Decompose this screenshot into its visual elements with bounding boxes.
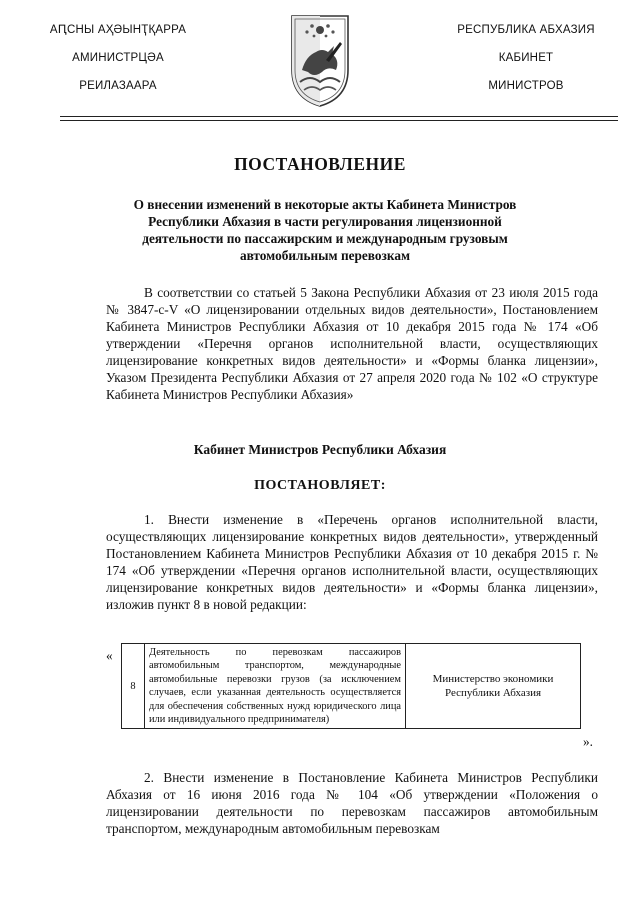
header-abkhaz-title [18,22,218,106]
item-2-paragraph: 2. Внести изменение в Постановление Кабинета Министров Республики Абхазия от 16 июня 2016 года № 104 «Об утверждении «Положения о лицензировании деятельности по перевозкам пассажиров автомобильным транспортом, международным автомобильным перевозкам [106,770,598,836]
header-russian-title [426,22,626,106]
header-left-line-3: РЕИЛАЗААРА [79,80,157,92]
item-1-paragraph: 1. Внести изменение в «Перечень органов исполнительной власти, осуществляющих лицензирование конкретных видов деятельности», утвержденный Постановлением Кабинета Министров Республики Абхазия от 10 декабря 2015 г. № 174 «Об утверждении «Перечня органов исполнительной власти, осуществляющих лицензирование конкретных видов деятельности» и «Формы бланка лицензии», изложив пункт 8 в новой редакции: [106,512,598,612]
header-right-line-2: КАБИНЕТ [498,52,554,64]
resolves-label: ПОСТАНОВЛЯЕТ: [254,478,386,493]
preamble-paragraph: В соответствии со статьей 5 Закона Республики Абхазия от 23 июля 2015 года № 3847-с-V «О лицензировании отдельных видов деятельности», Постановлением Кабинета Министров Республики Абхазия от 10 декабря 2015 года № 174 «Об утверждении «Перечня органов исполнительной власти, осуществляющих лицензирование конкретных видов деятельности» и «Формы бланка лицензии», Указом Президента Республики Абхазия от 27 апреля 2020 года № 102 «О структуре Кабинета Министров Республики Абхазия» [106,285,598,402]
header-right-line-3: МИНИСТРОВ [488,80,564,92]
table-row [122,644,581,729]
header-divider-thick [60,116,618,117]
table-close-quote: ». [583,734,593,749]
header-divider-thin [60,120,618,121]
header-left-line-1: АԤСНЫ АҲӘЫНҬҚАРРА [49,24,187,36]
activity-cell: Деятельность по перевозкам пассажиров автомобильным транспортом, международные автомобильные перевозки грузов (за исключением случаев, если указанная деятельность осуществляется для обеспечения собственных нужд юридического лица или индивидуального предпринимателя) [145,644,406,729]
document-subtitle: О внесении изменений в некоторые акты Кабинета Министров Республики Абхазия в части регулирования лицензионной деятельности по пассажирским и международным грузовым автомобильным перевозкам [133,197,517,263]
header-left-line-2: АМИНИСТРЦӘА [72,52,164,64]
cabinet-label: Кабинет Министров Республики Абхазия [193,442,447,457]
header-right-line-1: РЕСПУБЛИКА АБХАЗИЯ [457,24,595,36]
amendment-table [121,643,581,729]
table-open-quote: « [106,648,113,663]
authority-cell: Министерство экономики Республики Абхазия [406,644,581,729]
document-title: ПОСТАНОВЛЕНИЕ [234,154,406,174]
coat-of-arms-emblem [288,12,352,108]
row-number: 8 [122,644,145,729]
